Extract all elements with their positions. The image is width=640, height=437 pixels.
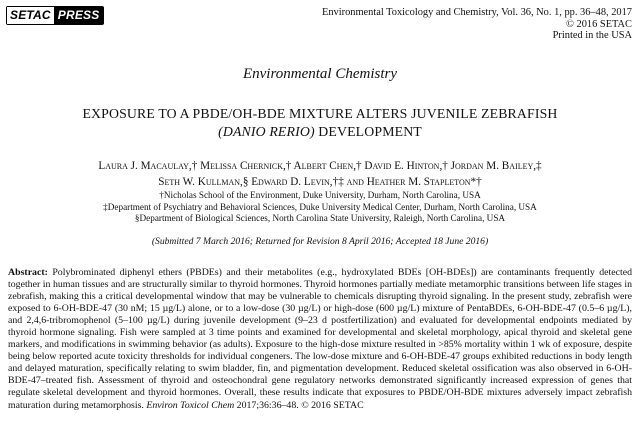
- affiliation-duke-psychiatry: ‡Department of Psychiatry and Behavioral Sciences, Duke University Medical Center, Durham, North Carolina, USA: [103, 201, 537, 212]
- journal-citation-line: Environmental Toxicology and Chemistry, Vol. 36, No. 1, pp. 36–48, 2017: [321, 7, 632, 18]
- abstract: [8, 267, 632, 412]
- title-line-2: [20, 123, 620, 141]
- setac-press-logo: [6, 6, 104, 25]
- abstract-label: Abstract:: [8, 267, 48, 278]
- author-list: [12, 159, 628, 190]
- affiliation-duke-nicholas: †Nicholas School of the Environment, Duke University, Durham, North Carolina, USA: [159, 190, 481, 200]
- article-title: [20, 105, 620, 141]
- abstract-citation-rest: 2017;36:36–48. © 2016 SETAC: [234, 399, 364, 411]
- copyright-line: © 2016 SETAC: [566, 18, 632, 30]
- printed-line: Printed in the USA: [552, 30, 632, 42]
- affiliation-ncsu-biology: §Department of Biological Sciences, North Carolina State University, Raleigh, North Carolina, USA: [134, 213, 506, 224]
- authors-line-1: Laura J. Macaulay,† Melissa Chernick,† Albert Chen,† David E. Hinton,† Jordan M. Bailey,‡: [98, 160, 542, 172]
- logo-setac-text: SETAC: [7, 7, 54, 24]
- title-line-2-rest: DEVELOPMENT: [314, 124, 422, 139]
- abstract-body: Polybrominated diphenyl ethers (PBDEs) and their metabolites (e.g., hydroxylated BDEs [OH-BDEs]) are contaminants frequently detected together in human tissues and are structurally similar to thyroid hormones. Thyroid hormones partially mediate metamorphic transitions between life stages in zebrafish, making this a critical developmental window that may be vulnerable to chemicals disrupting thyroid signaling. In the present study, zebrafish were exposed to 6-OH-BDE-47 (30 nM; 15 µg/L) alone, or to a low-dose (30 µg/L) or high-dose (600 µg/L) mixture of PentaBDEs, 6-OH-BDE-47 (0.5–6 µg/L), and 2,4,6-tribromophenol (5–100 µg/L) during juvenile development (9–23 d postfertilization) and evaluated for developmental endpoints mediated by thyroid hormone signaling. Fish were sampled at 3 time points and examined for developmental and skeletal morphology, apical thyroid and skeletal gene markers, and modifications in swimming behavior (as adults). Exposure to the high-dose mixture resulted in >85% mortality within 1 wk of exposure, despite being below reported acute toxicity thresholds for individual congeners. The low-dose mixture and 6-OH-BDE-47 groups exhibited reductions in body length and delayed maturation, specifically relating to swim bladder, fin, and pigmentation development. Reduced skeletal ossification was also observed in 6-OH-BDE-47–treated fish. Assessment of thyroid and osteochondral gene regulatory networks demonstrated significantly increased expression of genes that regulate skeletal development and thyroid hormones. Overall, these results indicate that exposures to PBDE/OH-BDE mixtures adversely impact zebrafish maturation during metamorphosis.: [8, 267, 632, 411]
- journal-metadata: [322, 7, 632, 42]
- title-line-1: EXPOSURE TO A PBDE/OH-BDE MIXTURE ALTERS JUVENILE ZEBRAFISH: [82, 106, 558, 121]
- authors-line-2: Seth W. Kullman,§ Edward D. Levin,†‡ and Heather M. Stapleton*†: [158, 175, 482, 188]
- abstract-citation-journal: Environ Toxicol Chem: [146, 399, 235, 411]
- section-heading: Environmental Chemistry: [242, 66, 397, 82]
- submission-history: (Submitted 7 March 2016; Returned for Revision 8 April 2016; Accepted 18 June 2016): [151, 236, 489, 247]
- title-species: (DANIO RERIO): [218, 124, 315, 139]
- logo-press-text: PRESS: [54, 7, 104, 24]
- affiliations: [12, 190, 628, 225]
